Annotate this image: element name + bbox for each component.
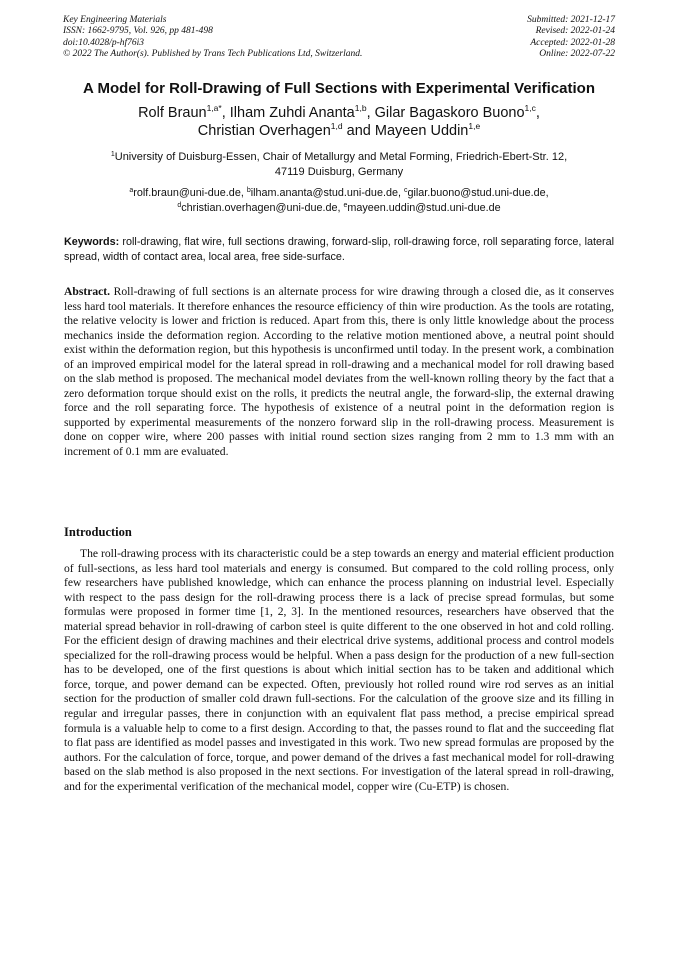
email-sup: e: [343, 201, 348, 209]
keywords-text: roll-drawing, flat wire, full sections drawing, forward-slip, roll-drawing force, roll separating force, lateral spread, width of contact area, local area, free side-surface.: [64, 236, 614, 263]
email-link[interactable]: gilar.buono@stud.uni-due.de,: [407, 187, 549, 199]
email-list: [60, 186, 618, 215]
author-sup: 1,a*: [206, 103, 222, 113]
author-conjunction: and: [346, 123, 371, 139]
author-name: Ilham Zuhdi Ananta: [229, 105, 355, 121]
affiliation: [60, 150, 618, 179]
author-sup: 1,c: [524, 103, 536, 113]
dates-info: [527, 15, 615, 60]
author-name: Gilar Bagaskoro Buono: [374, 105, 525, 121]
journal-doi[interactable]: doi:10.4028/p-hf76i3: [63, 37, 145, 48]
abstract-section: [64, 285, 614, 460]
affiliation-line: University of Duisburg-Essen, Chair of Metallurgy and Metal Forming, Friedrich-Ebert-Str. 12,: [114, 151, 568, 163]
journal-info: [63, 15, 362, 60]
author-name: Christian Overhagen: [197, 123, 331, 139]
affiliation-line: 47119 Duisburg, Germany: [274, 165, 404, 178]
revised-date: Revised: 2022-01-24: [535, 26, 615, 37]
author-sup: 1,b: [354, 103, 367, 113]
email-sup: a: [129, 187, 134, 194]
author-name: Rolf Braun: [138, 105, 207, 121]
submitted-date: Submitted: 2021-12-17: [527, 15, 615, 25]
email-link[interactable]: rolf.braun@uni-due.de,: [133, 187, 244, 199]
email-sup: d: [177, 201, 182, 209]
affiliation-sup: 1: [110, 151, 115, 158]
keywords-label: Keywords:: [64, 236, 120, 248]
author-list: Rolf Braun$^{1,a*}$, Ilham Zuhdi Ananta$^{1,b}$, Gilar Bagaskoro Buono$^{1,c}$, Christian Overhagen$^{1,d}$ and Mayeen Uddin$^{1,e}$: [138, 103, 540, 139]
author-sup: 1,d: [330, 121, 343, 131]
introduction-text: The roll-drawing process with its characteristic could be a step towards an energy and material efficient production of full-sections, as less hard tool materials and energy is consumed. But compared to the cold rolling process, only few researchers have published knowledge, which can enhance the process planning on industrial level. Especially with respect to the pass design for the roll-drawing process there is a lack of precise spread formulas, but some formulas were proposed in former time [1, 2, 3]. In the mentioned resources, researchers have observed that the material spread behavior in roll-drawing of carbon steel is quite different to the one observed in hot and cold rolling. For the efficient design of drawing machines and their electrical drive systems, additional process and control models specialized for the roll-drawing process would be helpful. When a pass design for the production of a new full-section has to be developed, one of the first questions is about which initial section has to be taken and additional which force, torque, and power demand can be expected. Often, previously hot rolled round wire rod serves as an initial section for the production of smaller cold drawn full-sections. For the calculation of the groove size and its filling in regular and irregular passes, there in conjunction with an equivalent flat pass method, a precise empirical spread formula is a valuable help to come to a first design. According to that, the passes round to flat and the succeeding flat to flat pass are identified as model passes and investigated in this work. Two new spread formulas are proposed by the authors. For the calculation of force, torque, and power demand of the drives a fast mechanical model for roll-drawing based on the slab method is also proposed in the next sections. For investigation of the lateral spread in roll-drawing, and for the experimental verification of the mechanical model, copper wire (Cu-ETP) is chosen.: [64, 547, 614, 793]
email-sup: c: [403, 187, 408, 194]
journal-name: Key Engineering Materials: [63, 15, 167, 25]
email-link[interactable]: christian.overhagen@uni-due.de,: [181, 201, 341, 214]
paper-title: A Model for Roll-Drawing of Full Sections with Experimental Verification: [83, 80, 595, 97]
email-link[interactable]: ilham.ananta@stud.uni-due.de,: [250, 187, 401, 199]
email-link[interactable]: mayeen.uddin@stud.uni-due.de: [347, 201, 501, 214]
keywords-section: [64, 235, 614, 264]
abstract-text: Roll-drawing of full sections is an alternate process for wire drawing through a closed die, as it conserves less hard tool materials. It therefore enhances the resource efficiency of thin wire production. As the tools are rotating, the relative velocity is lower and friction is reduced. Apart from this, there is only little knowledge about the process mechanics inside the deformation region. According to the relative motion mentioned above, a neutral point should exist within the deformation region, but this hypothesis is unconfirmed until today. In the present work, a combination of an improved empirical model for the lateral spread in roll-drawing and a mechanical model for roll drawing based on the slab method is proposed. The mechanical model deviates from the well-known rolling theory by the fact that a zero deformation torque should exist on the rolls, it predicts the neutral angle, the forward-slip, the external drawing force and the roll separating force. The hypothesis of existence of a neutral point in the deformation region is supported by experimental measurements of the nonzero forward slip in the roll-drawing process. Measurement is done on copper wire, where 200 passes with initial round section sizes ranging from 2 mm to 1.3 mm with an increment of 0.1 mm are evaluated.: [64, 285, 614, 459]
abstract-label: Abstract.: [64, 285, 111, 298]
journal-issn: ISSN: 1662-9795, Vol. 926, pp 481-498: [63, 26, 213, 37]
introduction-heading: Introduction: [64, 525, 132, 539]
author-name: Mayeen Uddin: [374, 123, 469, 139]
email-sup: b: [246, 187, 251, 194]
accepted-date: Accepted: 2022-01-28: [530, 37, 615, 48]
author-sup: 1,e: [468, 121, 481, 131]
journal-copyright: © 2022 The Author(s). Published by Trans Tech Publications Ltd, Switzerland.: [63, 48, 363, 59]
journal-header: [63, 15, 615, 60]
online-date: Online: 2022-07-22: [539, 48, 615, 59]
